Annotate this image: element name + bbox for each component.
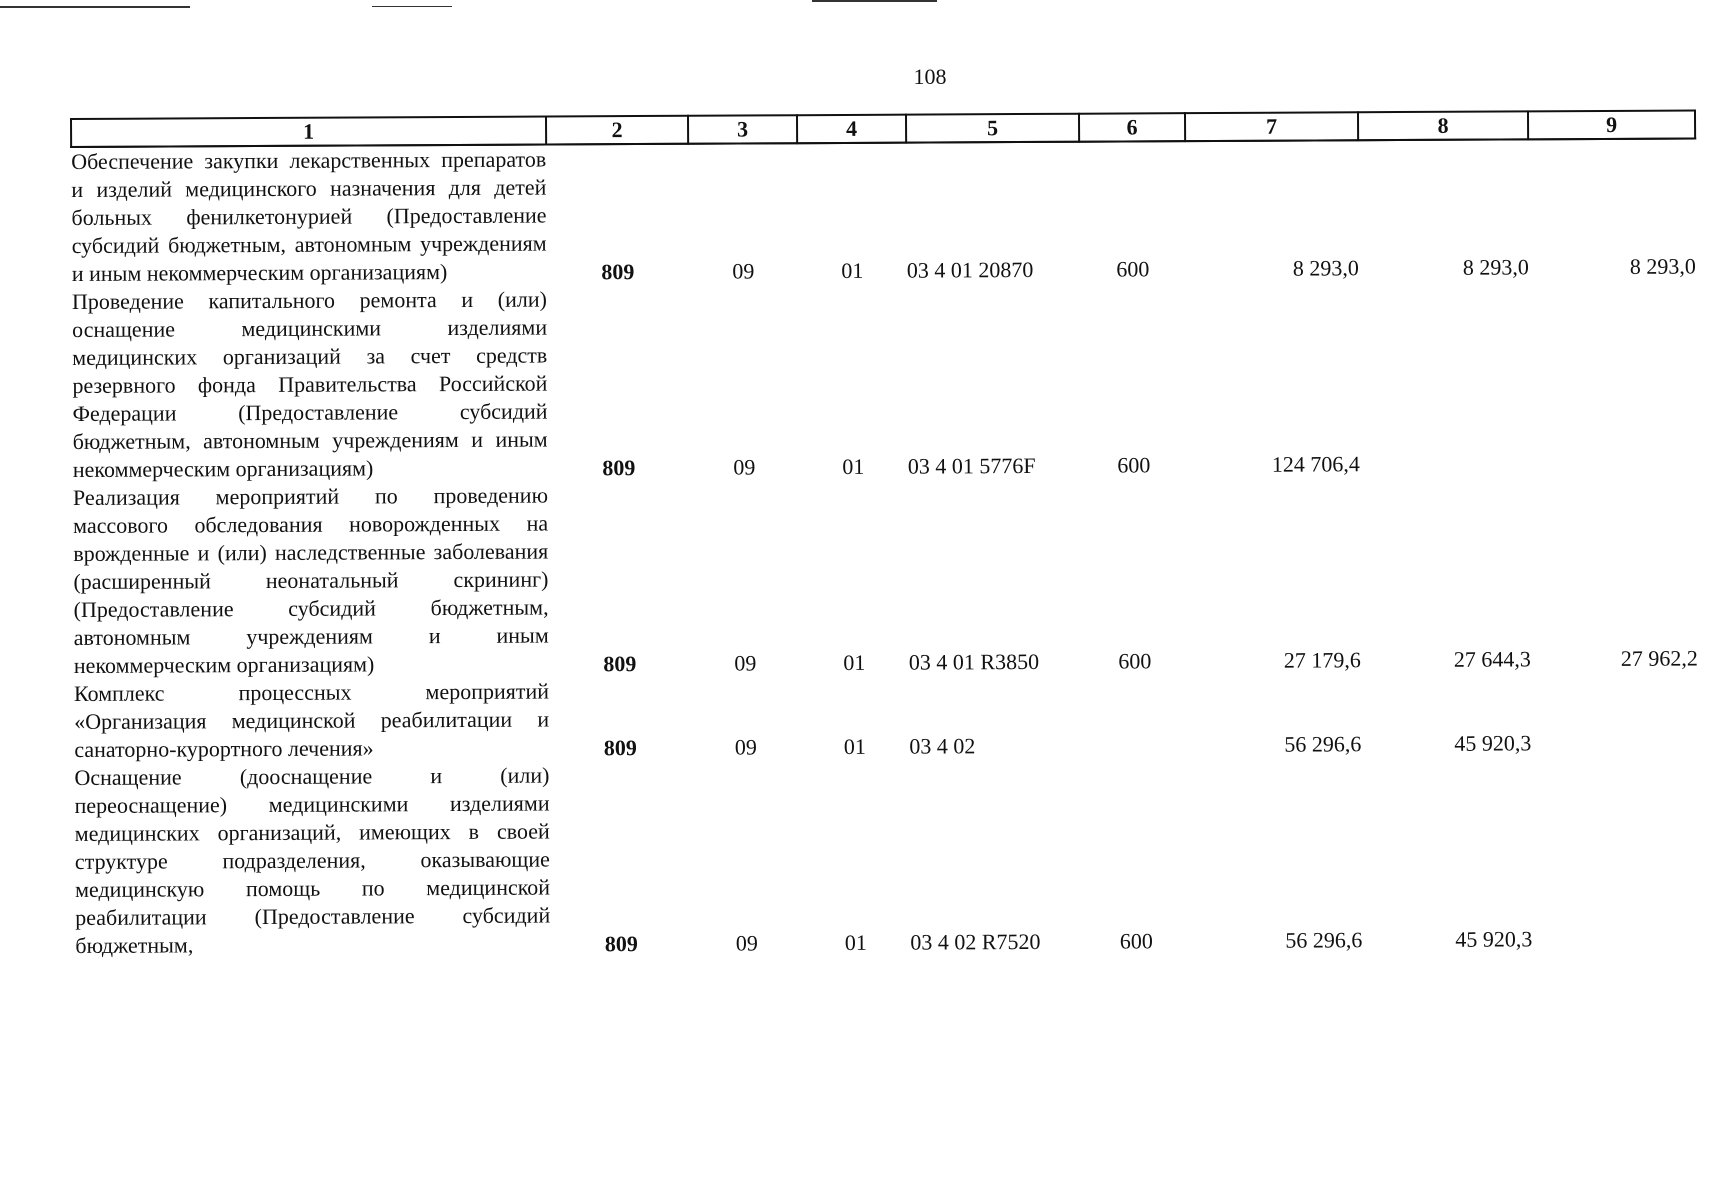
expense-type-code: 600 — [1117, 452, 1151, 478]
scan-edge-line — [0, 6, 190, 8]
grbs-code: 809 — [604, 931, 638, 957]
amount-col-8: 8 293,0 — [1462, 254, 1529, 280]
amount-col-9 — [1529, 279, 1697, 476]
target-article-code: 03 4 01 5776F — [907, 452, 1036, 479]
page-number: 108 — [913, 64, 947, 89]
amount-col-9 — [1531, 671, 1698, 756]
section-code: 09 — [735, 930, 758, 956]
column-header: 9 — [1528, 110, 1695, 139]
amount-col-9 — [1531, 755, 1699, 952]
section-code: 09 — [733, 454, 756, 480]
amount-col-9: 8 293,0 — [1629, 253, 1696, 279]
item-description: Оснащение (дооснащение и (или) переоснащение) медицинскими изделиями медицинских организаций, имеющих в своей структуре подразделения, оказывающие медицинскую помощь по медицинской реабилитации (Предоставление субсидий бюджетным, — [74, 762, 551, 958]
expense-type-code: 600 — [1116, 256, 1150, 282]
item-description: Комплекс процессных мероприятий «Организация медицинской реабилитации и санаторно-курортного лечения» — [73, 678, 550, 762]
amount-col-8: 45 920,3 — [1454, 730, 1532, 756]
target-article-code: 03 4 02 — [909, 733, 976, 759]
item-description: Проведение капитального ремонта и (или) оснащение медицинскими изделиями медицинских организаций за счет средств резервного фонда Правительства Российской Федерации (Предоставление субсидий бюджетным, автономным учреждениям и иным некоммерческим организациям) — [71, 286, 548, 482]
amount-col-7: 56 296,6 — [1285, 927, 1363, 953]
table-row — [74, 755, 1699, 960]
grbs-code: 809 — [603, 651, 637, 677]
amount-col-7: 8 293,0 — [1292, 255, 1359, 281]
table-row — [72, 279, 1697, 484]
column-header: 2 — [546, 116, 688, 145]
scan-edge-line — [812, 0, 937, 2]
amount-col-7: 27 179,6 — [1283, 647, 1361, 673]
item-description: Обеспечение закупки лекарственных препаратов и изделий медицинского назначения для детей больных фенилкетонурией (Предоставление субсидий бюджетным, автономным учреждениям и иным некоммерческим организациям) — [71, 146, 547, 286]
expense-type-code: 600 — [1118, 648, 1152, 674]
column-header: 1 — [71, 117, 546, 147]
column-header: 4 — [797, 115, 906, 144]
column-header: 8 — [1358, 111, 1528, 140]
table-row — [71, 138, 1696, 288]
target-article-code: 03 4 02 R7520 — [910, 928, 1041, 955]
scan-edge-line — [372, 6, 452, 7]
target-article-code: 03 4 01 R3850 — [908, 648, 1040, 675]
table-row — [74, 671, 1698, 764]
grbs-code: 809 — [602, 455, 636, 481]
amount-col-8 — [1359, 280, 1530, 477]
amount-col-7: 56 296,6 — [1284, 731, 1362, 757]
amount-col-9: 27 962,2 — [1620, 645, 1698, 671]
subsection-code: 01 — [843, 733, 866, 759]
grbs-code: 809 — [603, 735, 637, 761]
budget-table — [70, 109, 1700, 960]
subsection-code: 01 — [842, 453, 865, 479]
column-header: 7 — [1185, 112, 1358, 141]
subsection-code: 01 — [841, 257, 864, 283]
amount-col-8: 45 920,3 — [1455, 926, 1533, 952]
section-code: 09 — [732, 258, 755, 284]
section-code: 09 — [734, 650, 757, 676]
amount-col-8: 27 644,3 — [1453, 646, 1531, 672]
subsection-code: 01 — [844, 929, 867, 955]
item-description: Реализация мероприятий по проведению массового обследования новорожденных на врожденные и (или) наследственные заболевания (расширенный неонатальный скрининг) (Предоставление субсидий бюджетным, автономным учреждениям и иным некоммерческим организациям) — [72, 482, 549, 678]
column-header: 5 — [906, 114, 1079, 143]
column-header: 3 — [688, 115, 797, 144]
expense-type-code: 600 — [1119, 928, 1153, 954]
target-article-code: 03 4 01 20870 — [906, 256, 1034, 283]
section-code: 09 — [734, 734, 757, 760]
grbs-code: 809 — [601, 259, 635, 285]
column-header: 6 — [1079, 113, 1185, 142]
amount-col-7: 124 706,4 — [1271, 451, 1360, 477]
expense-type-code — [1082, 674, 1188, 759]
subsection-code: 01 — [843, 649, 866, 675]
table-row — [73, 475, 1698, 680]
